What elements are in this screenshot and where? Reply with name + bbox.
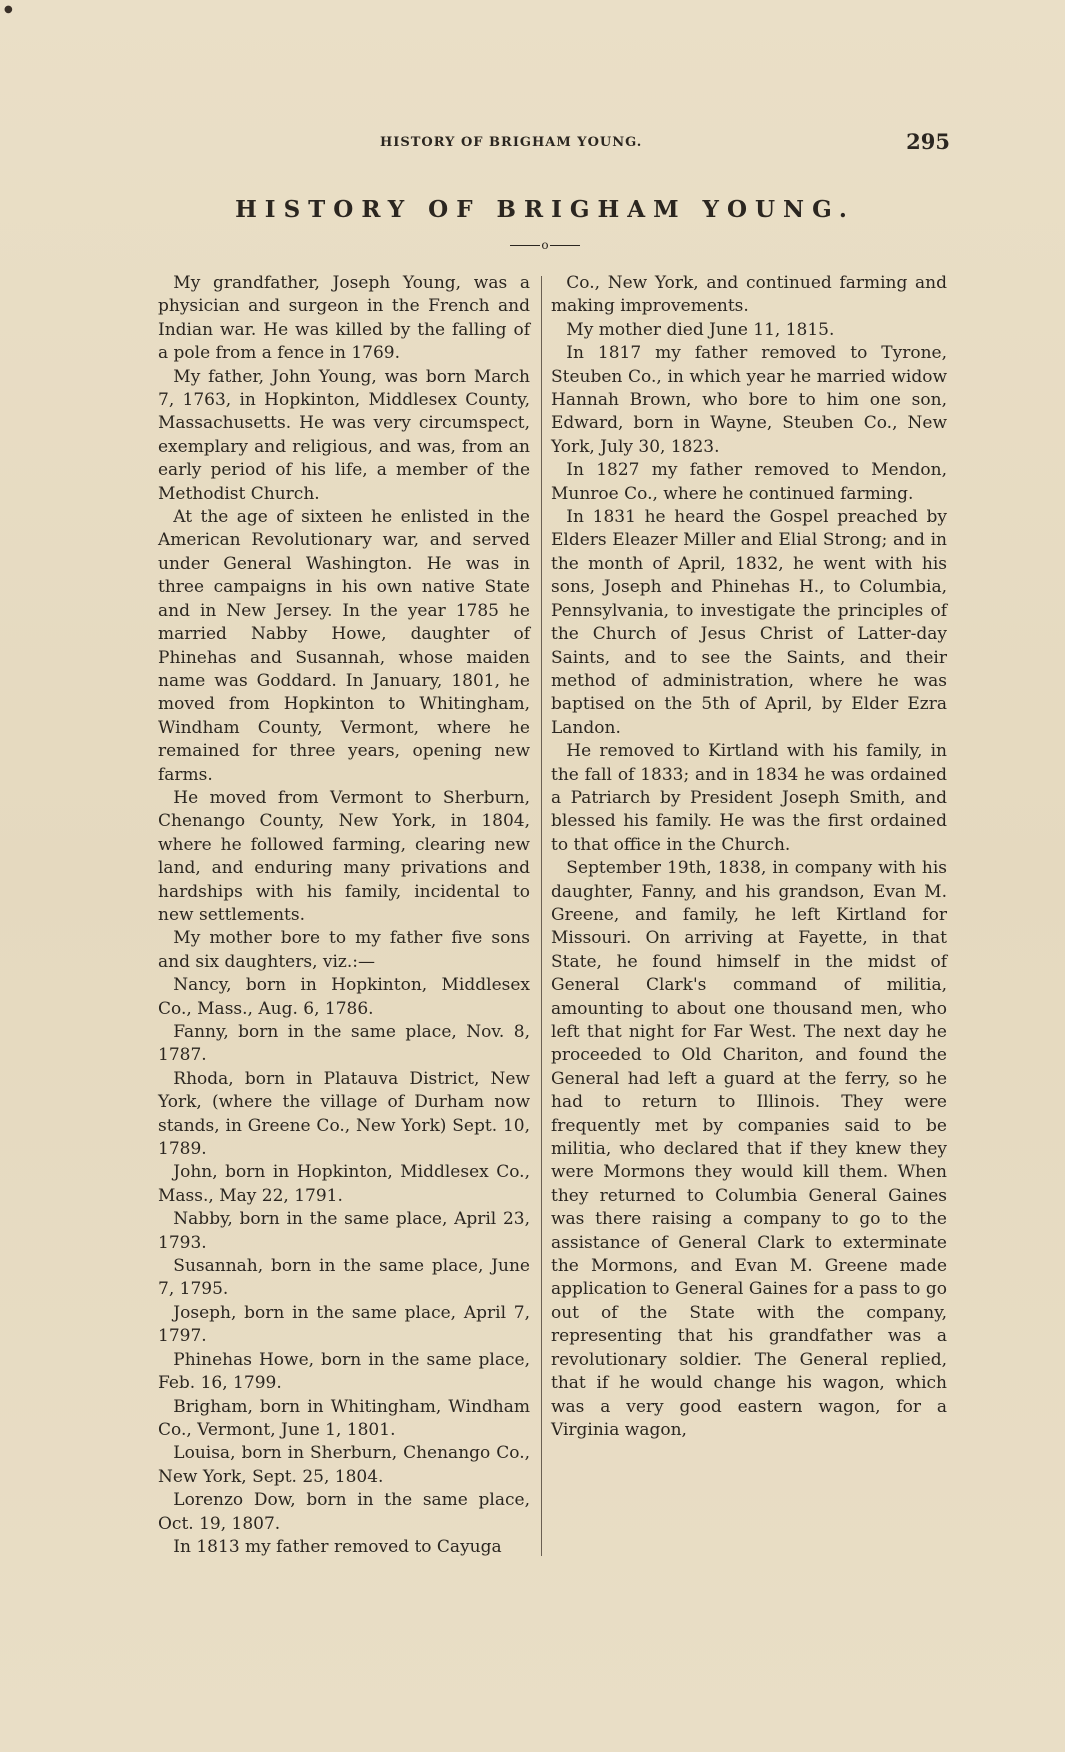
paragraph: He moved from Vermont to Sherburn, Chenango County, New York, in 1804, where he followed farming, clearing new land, and enduring many privations and hardships with his family, incidental to new settlements. — [158, 787, 530, 925]
paragraph: Nancy, born in Hopkinton, Middlesex Co., Mass., Aug. 6, 1786. — [158, 975, 530, 1019]
paragraph: My mother died June 11, 1815. — [566, 319, 835, 340]
scan-speck: ● — [4, 4, 13, 15]
title-ornament-divider: o — [140, 238, 950, 252]
paragraph: He removed to Kirtland with his family, in the fall of 1833; and in 1834 he was ordained a Patriarch by President Joseph Smith, and blessed his family. He was the first ordained to that office in the Church. — [551, 741, 947, 855]
left-column-text — [158, 272, 530, 1559]
running-head — [140, 129, 950, 154]
right-column-text — [551, 272, 947, 1442]
paragraph: September 19th, 1838, in company with his daughter, Fanny, and his grandson, Evan M. Greene, and family, he left Kirtland for Missouri. On arriving at Fayette, in that State, he found himself in the midst of General Clark's command of militia, amounting to about one thousand men, who left that night for Far West. The next day he proceeded to Old Chariton, and found the General had left a guard at the ferry, so he had to return to Illinois. They were frequently met by companies said to be militia, who declared that if they knew they were Mormons they would kill them. When they returned to Columbia General Gaines was there raising a company to go to the assistance of General Clark to exterminate the Mormons, and Evan M. Greene made application to General Gaines for a pass to go out of the State with the company, representing that his grandfather was a revolutionary soldier. The General replied, that if he would change his wagon, which was a very good eastern wagon, for a Virginia wagon, — [551, 858, 947, 1440]
column-divider — [541, 276, 542, 1556]
paragraph: Rhoda, born in Platauva District, New York, (where the village of Durham now stands, in Greene Co., New York) Sept. 10, 1789. — [158, 1068, 530, 1160]
paragraph: At the age of sixteen he enlisted in the American Revolutionary war, and served under General Washington. He was in three campaigns in his own native State and in New Jersey. In the year 1785 he married Nabby Howe, daughter of Phinehas and Susannah, whose maiden name was Goddard. In January, 1801, he moved from Hopkinton to Whitingham, Windham County, Vermont, where he remained for three years, opening new farms. — [158, 507, 530, 785]
paragraph: My mother bore to my father five sons and six daughters, viz.:— — [158, 928, 530, 972]
page-number: 295 — [906, 129, 950, 154]
paragraph: In 1827 my father removed to Mendon, Munroe Co., where he continued farming. — [551, 460, 947, 504]
paragraph: Nabby, born in the same place, April 23, 1793. — [158, 1209, 530, 1253]
paragraph: Joseph, born in the same place, April 7, 1797. — [158, 1302, 530, 1347]
paragraph: Phinehas Howe, born in the same place, Feb. 16, 1799. — [158, 1349, 530, 1394]
paragraph: In 1831 he heard the Gospel preached by Elders Eleazer Miller and Elial Strong; and in the month of April, 1832, he went with his sons, Joseph and Phinehas H., to Columbia, Pennsylvania, to investigate the principles of the Church of Jesus Christ of Latter-day Saints, and to see the Saints, and their method of administration, where he was baptised on the 5th of April, by Elder Ezra Landon. — [551, 507, 947, 738]
paragraph: John, born in Hopkinton, Middlesex Co., Mass., May 22, 1791. — [158, 1162, 530, 1206]
paragraph: Co., New York, and continued farming and making improvements. — [551, 273, 947, 317]
paragraph: My father, John Young, was born March 7, 1763, in Hopkinton, Middlesex County, Massachusetts. He was very circumspect, exemplary and religious, and was, from an early period of his life, a member of the Methodist Church. — [158, 366, 530, 504]
paragraph: Lorenzo Dow, born in the same place, Oct. 19, 1807. — [158, 1490, 530, 1534]
chapter-title: HISTORY OF BRIGHAM YOUNG. — [235, 196, 855, 223]
paragraph: Fanny, born in the same place, Nov. 8, 1787. — [158, 1022, 530, 1066]
paragraph: Brigham, born in Whitingham, Windham Co., Vermont, June 1, 1801. — [158, 1396, 530, 1440]
paragraph: Susannah, born in the same place, June 7, 1795. — [158, 1256, 530, 1300]
paragraph: In 1817 my father removed to Tyrone, Steuben Co., in which year he married widow Hannah Brown, who bore to him one son, Edward, born in Wayne, Steuben Co., New York, July 30, 1823. — [551, 343, 947, 457]
running-title: HISTORY OF BRIGHAM YOUNG. — [380, 135, 643, 150]
paragraph: In 1813 my father removed to Cayuga — [173, 1536, 502, 1557]
paragraph: My grandfather, Joseph Young, was a physician and surgeon in the French and Indian war. He was killed by the falling of a pole from a fence in 1769. — [158, 273, 530, 364]
paragraph: Louisa, born in Sherburn, Chenango Co., New York, Sept. 25, 1804. — [158, 1443, 530, 1487]
